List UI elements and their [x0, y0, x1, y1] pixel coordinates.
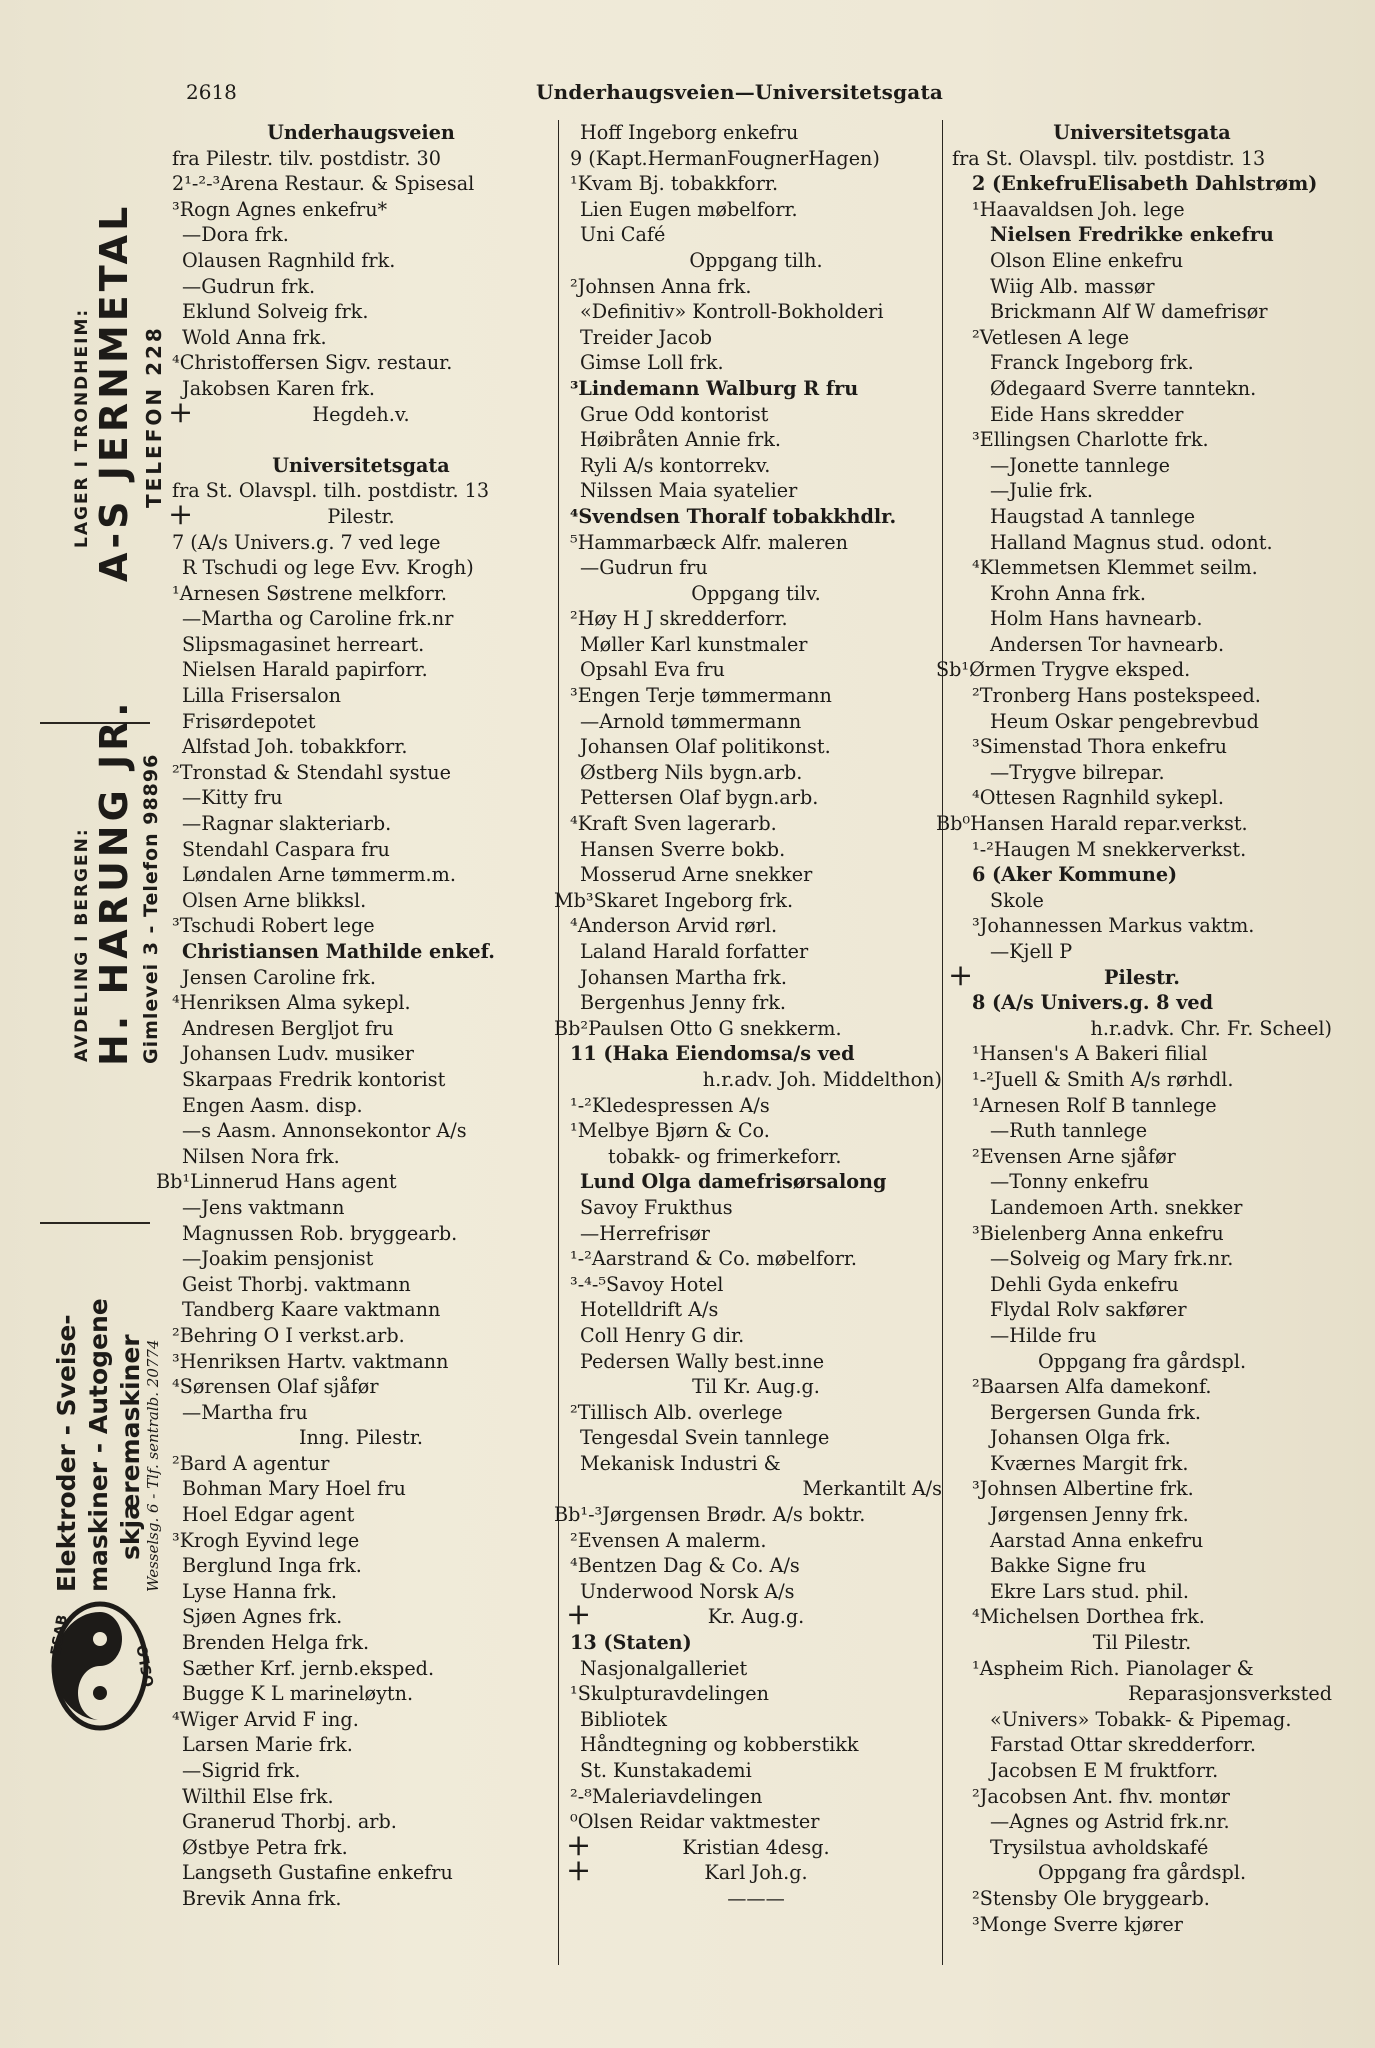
- directory-line: Stendahl Caspara fru: [182, 837, 390, 861]
- directory-line: ²Høy H J skredderforr.: [570, 607, 788, 631]
- directory-line: Andresen Bergljot fru: [182, 1016, 394, 1040]
- directory-line: ¹Hansen's A Bakeri filial: [972, 1042, 1208, 1066]
- directory-line: Håndtegning og kobberstikk: [580, 1733, 859, 1757]
- directory-line: Lien Eugen møbelforr.: [580, 197, 798, 221]
- directory-line: ³-⁴-⁵Savoy Hotel: [570, 1272, 724, 1296]
- directory-line: fra Pilestr. tilv. postdistr. 30: [172, 146, 441, 170]
- directory-line: Bb²Paulsen Otto G snekkerm.: [554, 1016, 842, 1040]
- directory-line: ⁰Olsen Reidar vaktmester: [570, 1810, 820, 1834]
- directory-line: Merkantilt A/s: [802, 1477, 942, 1501]
- ad-harung-address: Gimlevei 3 - Telefon 98896: [140, 753, 162, 1064]
- directory-line: ⁴Ottesen Ragnhild sykepl.: [972, 786, 1225, 810]
- directory-line: ¹-²Haugen M snekkerverkst.: [972, 837, 1247, 861]
- column-left: [156, 120, 550, 1912]
- directory-line: Bugge K L marineløytn.: [182, 1682, 414, 1706]
- directory-line: ⁴Michelsen Dorthea frk.: [972, 1605, 1205, 1629]
- directory-line: ³Monge Sverre kjører: [972, 1912, 1183, 1936]
- directory-line: Inng. Pilestr.: [298, 1426, 424, 1450]
- cross-street-name: Karl Joh.g.: [704, 1861, 808, 1885]
- directory-line: Krohn Anna frk.: [990, 581, 1146, 605]
- directory-line: Granerud Thorbj. arb.: [182, 1810, 397, 1834]
- cross-street-line: [566, 1853, 942, 1889]
- directory-line: Andersen Tor havnearb.: [990, 632, 1225, 656]
- directory-line: Bb¹-³Jørgensen Brødr. A/s boktr.: [554, 1503, 866, 1527]
- directory-line: Mb³Skaret Ingeborg frk.: [554, 888, 794, 912]
- directory-line: Dehli Gyda enkefru: [990, 1272, 1179, 1296]
- column-middle: [554, 120, 942, 1912]
- ad-esab-line2: maskiner - Autogene: [84, 1298, 113, 1592]
- directory-line: Haugstad A tannlege: [990, 504, 1196, 528]
- ad-esab-address: Wesselsg. 6 - Tlf. sentralb. 20774: [144, 1339, 162, 1592]
- directory-line: Nielsen Harald papirforr.: [182, 658, 428, 682]
- directory-line: Magnussen Rob. bryggearb.: [182, 1221, 458, 1245]
- cross-street-name: Kristian 4desg.: [682, 1835, 830, 1859]
- cross-street-line: [168, 394, 550, 430]
- directory-line: Pettersen Olaf bygn.arb.: [580, 786, 819, 810]
- directory-line: Oppgang tilv.: [691, 581, 821, 605]
- street-heading: Underhaugsveien: [267, 121, 455, 144]
- directory-line: —Sigrid frk.: [182, 1759, 301, 1782]
- directory-line: Johansen Olga frk.: [990, 1426, 1171, 1450]
- directory-line: Slipsmagasinet herreart.: [182, 632, 425, 656]
- directory-line: Hoel Edgar agent: [182, 1503, 355, 1527]
- directory-line: ¹-²Juell & Smith A/s rørhdl.: [972, 1067, 1234, 1091]
- directory-line: —Agnes og Astrid frk.nr.: [990, 1810, 1230, 1834]
- directory-line: Flydal Rolv sakfører: [990, 1298, 1187, 1322]
- directory-line: —s Aasm. Annonsekontor A/s: [182, 1119, 467, 1143]
- directory-line: ³Simenstad Thora enkefru: [972, 735, 1228, 759]
- directory-line: —Herrefrisør: [580, 1221, 710, 1245]
- directory-line: Nasjonalgalleriet: [580, 1656, 748, 1680]
- directory-line: Farstad Ottar skredderforr.: [990, 1733, 1256, 1757]
- directory-line: —Julie frk.: [990, 479, 1093, 503]
- directory-line: tobakk- og frimerkeforr.: [608, 1144, 842, 1168]
- directory-line: Østbye Petra frk.: [182, 1835, 348, 1859]
- directory-line: R Tschudi og lege Evv. Krogh): [182, 556, 474, 580]
- directory-line: Sæther Krf. jernb.eksped.: [182, 1656, 435, 1680]
- directory-line: Landemoen Arth. snekker: [990, 1195, 1243, 1219]
- ad-divider: [40, 1222, 150, 1224]
- directory-line: 6 (Aker Kommune): [972, 863, 1178, 887]
- directory-line: 7 (A/s Univers.g. 7 ved lege: [172, 530, 441, 554]
- directory-line: Gimse Loll frk.: [580, 351, 724, 375]
- directory-line: Olson Eline enkefru: [990, 248, 1184, 272]
- directory-line: Mosserud Arne snekker: [580, 863, 813, 887]
- directory-line: Ekre Lars stud. phil.: [990, 1579, 1189, 1603]
- directory-line: Mekanisk Industri &: [580, 1451, 781, 1475]
- ad-jernmetal-line1: LAGER I TRONDHEIM:: [72, 307, 92, 548]
- directory-line: Hoff Ingeborg enkefru: [580, 121, 799, 144]
- esab-logo-top: ESAB: [48, 1613, 71, 1657]
- cross-street-marker: +: [168, 394, 194, 430]
- directory-line: ³Bielenberg Anna enkefru: [972, 1221, 1224, 1245]
- cross-street-marker: +: [948, 957, 974, 993]
- directory-line: ³Ellingsen Charlotte frk.: [972, 428, 1209, 452]
- directory-line: 9 (Kapt.HermanFougnerHagen): [570, 146, 880, 170]
- directory-line: ²Stensby Ole bryggearb.: [972, 1886, 1210, 1910]
- directory-line: ²Jacobsen Ant. fhv. montør: [972, 1784, 1230, 1808]
- directory-line: ¹Aspheim Rich. Pianolager &: [972, 1656, 1254, 1680]
- directory-line: —Kitty fru: [182, 786, 283, 810]
- directory-line: Holm Hans havnearb.: [990, 607, 1203, 631]
- directory-line: —Arnold tømmermann: [580, 709, 802, 733]
- directory-line: Bibliotek: [580, 1707, 668, 1731]
- directory-line: Til Pilestr.: [1092, 1631, 1192, 1655]
- directory-line: —Solveig og Mary frk.nr.: [990, 1247, 1234, 1271]
- directory-line: Aarstad Anna enkefru: [990, 1528, 1204, 1552]
- directory-line: 13 (Staten): [570, 1631, 692, 1655]
- directory-line: Johansen Ludv. musiker: [182, 1042, 414, 1066]
- directory-line: Lilla Frisersalon: [182, 684, 342, 708]
- ad-harung-line1: AVDELING I BERGEN:: [72, 827, 92, 1062]
- directory-line: Skole: [990, 888, 1044, 912]
- directory-line: Christiansen Mathilde enkef.: [182, 940, 495, 963]
- directory-line: ⁴Bentzen Dag & Co. A/s: [570, 1554, 800, 1578]
- directory-line: ¹Haavaldsen Joh. lege: [972, 197, 1185, 221]
- directory-line: Olsen Arne blikksl.: [182, 888, 367, 912]
- directory-line: Hansen Sverre bokb.: [580, 837, 786, 861]
- directory-line: Ryli A/s kontorrekv.: [580, 453, 771, 477]
- directory-line: —Trygve bilrepar.: [990, 760, 1165, 784]
- directory-line: «Definitiv» Kontroll-Bokholderi: [580, 300, 884, 324]
- cross-street-name: Hegdeh.v.: [312, 402, 410, 426]
- column-divider: [558, 120, 559, 1965]
- directory-line: ¹Kvam Bj. tobakkforr.: [570, 172, 779, 196]
- directory-line: —Jonette tannlege: [990, 453, 1171, 477]
- directory-line: Larsen Marie frk.: [182, 1733, 353, 1757]
- directory-line: —Gudrun frk.: [182, 274, 316, 298]
- directory-line: Johansen Martha frk.: [580, 965, 787, 989]
- directory-line: ²Tronstad & Stendahl systue: [172, 760, 451, 784]
- directory-line: Trysilstua avholdskafé: [990, 1835, 1209, 1859]
- directory-line: ⁴Henriksen Alma sykepl.: [172, 991, 411, 1015]
- directory-line: Bohman Mary Hoel fru: [182, 1477, 406, 1501]
- directory-line: Østberg Nils bygn.arb.: [580, 760, 803, 784]
- directory-line: Geist Thorbj. vaktmann: [182, 1272, 411, 1296]
- directory-line: Brickmann Alf W damefrisør: [990, 300, 1268, 324]
- directory-line: Coll Henry G dir.: [580, 1323, 745, 1347]
- directory-line: Johansen Olaf politikonst.: [580, 735, 831, 759]
- directory-line: ³Johnsen Albertine frk.: [972, 1477, 1194, 1501]
- directory-line: Treider Jacob: [580, 325, 713, 349]
- directory-line: ²Tillisch Alb. overlege: [570, 1400, 783, 1424]
- directory-line: ³Krogh Eyvind lege: [172, 1528, 360, 1552]
- directory-line: Savoy Frukthus: [580, 1195, 733, 1219]
- directory-line: Grue Odd kontorist: [580, 402, 769, 426]
- cross-street-marker: +: [566, 1853, 592, 1889]
- directory-line: Brevik Anna frk.: [182, 1886, 342, 1910]
- directory-line: Pedersen Wally best.inne: [580, 1349, 825, 1373]
- cross-street-name: Kr. Aug.g.: [707, 1605, 805, 1629]
- directory-line: Sb¹Ørmen Trygve eksped.: [936, 658, 1191, 682]
- directory-line: Oppgang tilh.: [689, 248, 823, 272]
- directory-line: ²Baarsen Alfa damekonf.: [972, 1375, 1212, 1399]
- cross-street-marker: +: [566, 1597, 592, 1633]
- directory-line: Eklund Solveig frk.: [182, 300, 369, 324]
- directory-line: ³Rogn Agnes enkefru*: [172, 197, 388, 221]
- directory-line: Jakobsen Karen frk.: [182, 376, 376, 400]
- directory-line: Oppgang fra gårdspl.: [1037, 1861, 1247, 1885]
- directory-line: Eide Hans skredder: [990, 402, 1184, 426]
- directory-line: ²-⁸Maleriavdelingen: [570, 1784, 763, 1808]
- directory-line: —Martha og Caroline frk.nr: [182, 607, 454, 631]
- directory-line: —Jens vaktmann: [182, 1195, 345, 1219]
- directory-line: Frisørdepotet: [182, 709, 316, 733]
- directory-line: 2 (EnkefruElisabeth Dahlstrøm): [972, 172, 1318, 196]
- directory-line: Nilssen Maia syatelier: [580, 479, 798, 503]
- directory-line: fra St. Olavspl. tilh. postdistr. 13: [172, 479, 490, 503]
- directory-line: Løndalen Arne tømmerm.m.: [182, 863, 456, 887]
- directory-line: ²Bard A agentur: [172, 1451, 330, 1475]
- directory-line: Langseth Gustafine enkefru: [182, 1861, 453, 1885]
- street-heading: Universitetsgata: [272, 453, 450, 477]
- directory-line: Alfstad Joh. tobakkforr.: [182, 735, 408, 759]
- ad-esab-line1: Elektroder - Sveise-: [52, 1314, 81, 1592]
- ad-jernmetal-phone: TELEFON 228: [142, 325, 166, 508]
- column-divider: [942, 120, 943, 1965]
- directory-line: ²Evensen Arne sjåfør: [972, 1144, 1176, 1168]
- directory-line: 2¹-²-³Arena Restaur. & Spisesal: [172, 172, 475, 196]
- directory-line: ⁴Sørensen Olaf sjåfør: [172, 1375, 379, 1399]
- directory-line: Ødegaard Sverre tanntekn.: [990, 376, 1257, 400]
- directory-line: h.r.advk. Chr. Fr. Scheel): [1090, 1016, 1332, 1040]
- directory-line: 8 (A/s Univers.g. 8 ved: [972, 991, 1213, 1015]
- directory-line: ¹-²Aarstrand & Co. møbelforr.: [570, 1247, 858, 1271]
- directory-line: ⁴Svendsen Thoralf tobakkhdlr.: [570, 504, 897, 528]
- directory-line: Reparasjonsverksted: [1128, 1682, 1332, 1706]
- directory-line: ³Lindemann Walburg R fru: [570, 376, 859, 400]
- directory-line: Berglund Inga frk.: [182, 1554, 362, 1578]
- directory-line: Jensen Caroline frk.: [182, 965, 376, 989]
- directory-line: ¹Arnesen Søstrene melkforr.: [172, 581, 447, 605]
- directory-line: Nielsen Fredrikke enkefru: [990, 223, 1274, 247]
- directory-line: Engen Aasm. disp.: [182, 1093, 363, 1117]
- cross-street-line: [948, 957, 1332, 993]
- esab-logo-bottom: OSLO: [134, 1643, 158, 1688]
- directory-line: ²Johnsen Anna frk.: [570, 274, 752, 298]
- directory-line: Hotelldrift A/s: [580, 1298, 719, 1322]
- directory-line: —Ragnar slakteriarb.: [182, 812, 392, 836]
- directory-line: ²Vetlesen A lege: [972, 325, 1130, 349]
- directory-line: ⁴Anderson Arvid rørl.: [570, 914, 778, 938]
- cross-street-line: [566, 1597, 942, 1633]
- directory-line: Halland Magnus stud. odont.: [990, 530, 1273, 554]
- cross-street-line: [566, 1827, 942, 1863]
- directory-line: —Ruth tannlege: [990, 1119, 1148, 1143]
- cross-street-line: [168, 496, 550, 532]
- directory-line: Franck Ingeborg frk.: [990, 351, 1194, 375]
- street-heading: Universitetsgata: [1053, 121, 1231, 144]
- ad-harung-name: H. HARUNG JR.: [92, 698, 136, 1066]
- directory-line: ¹Arnesen Rolf B tannlege: [972, 1093, 1217, 1117]
- directory-line: St. Kunstakademi: [580, 1759, 752, 1782]
- directory-line: —Gudrun fru: [580, 556, 708, 580]
- column-right: [936, 120, 1332, 1937]
- directory-line: —Dora frk.: [182, 223, 289, 247]
- running-header: Underhaugsveien—Universitetsgata: [536, 80, 944, 104]
- directory-line: Bb⁰Hansen Harald repar.verkst.: [936, 812, 1248, 836]
- directory-line: 11 (Haka Eiendomsa/s ved: [570, 1042, 855, 1066]
- directory-line: ¹-²Kledespressen A/s: [570, 1093, 770, 1117]
- directory-line: Bb¹Linnerud Hans agent: [156, 1170, 397, 1194]
- directory-line: h.r.adv. Joh. Middelthon): [702, 1067, 942, 1091]
- directory-line: ———: [727, 1886, 785, 1910]
- directory-line: Tandberg Kaare vaktmann: [182, 1298, 441, 1322]
- directory-line: ³Engen Terje tømmermann: [570, 684, 832, 708]
- directory-line: Lyse Hanna frk.: [182, 1579, 337, 1603]
- directory-line: Olausen Ragnhild frk.: [182, 248, 396, 272]
- directory-line: Bergersen Gunda frk.: [990, 1400, 1201, 1424]
- directory-line: ⁴Christoffersen Sigv. restaur.: [172, 351, 453, 375]
- directory-line: ³Tschudi Robert lege: [172, 914, 375, 938]
- directory-line: ⁴Kraft Sven lagerarb.: [570, 812, 777, 836]
- directory-line: ⁴Klemmetsen Klemmet seilm.: [972, 556, 1258, 580]
- directory-line: —Hilde fru: [990, 1323, 1097, 1347]
- directory-line: ⁵Hammarbæck Alfr. maleren: [570, 530, 849, 554]
- directory-line: Møller Karl kunstmaler: [580, 632, 808, 656]
- directory-line: Wold Anna frk.: [182, 325, 327, 349]
- directory-line: Kværnes Margit frk.: [990, 1451, 1189, 1475]
- directory-line: ¹Skulpturavdelingen: [570, 1682, 770, 1706]
- directory-line: Wilthil Else frk.: [182, 1784, 334, 1808]
- directory-line: fra St. Olavspl. tilv. postdistr. 13: [952, 146, 1266, 170]
- directory-line: —Kjell P: [990, 940, 1073, 963]
- directory-line: —Martha fru: [182, 1400, 308, 1424]
- directory-line: ²Tronberg Hans postekspeed.: [972, 684, 1261, 708]
- directory-line: Opsahl Eva fru: [580, 658, 725, 682]
- directory-line: Brenden Helga frk.: [182, 1631, 370, 1655]
- ad-jernmetal-name: A-S JERNMETAL: [92, 202, 136, 582]
- directory-line: ⁴Wiger Arvid F ing.: [172, 1707, 359, 1731]
- directory-line: Sjøen Agnes frk.: [182, 1605, 343, 1629]
- directory-line: ²Evensen A malerm.: [570, 1528, 767, 1552]
- directory-line: Underwood Norsk A/s: [580, 1579, 795, 1603]
- directory-line: Bergenhus Jenny frk.: [580, 991, 786, 1015]
- directory-line: Jacobsen E M fruktforr.: [990, 1759, 1219, 1782]
- directory-line: Bakke Signe fru: [990, 1554, 1147, 1578]
- cross-street-name: Pilestr.: [1104, 965, 1180, 989]
- page-number: 2618: [186, 80, 237, 104]
- directory-line: Uni Café: [580, 223, 666, 247]
- directory-line: —Tonny enkefru: [990, 1170, 1150, 1194]
- directory-line: «Univers» Tobakk- & Pipemag.: [990, 1707, 1292, 1731]
- cross-street-name: Pilestr.: [327, 504, 395, 528]
- directory-line: ³Johannessen Markus vaktm.: [972, 914, 1255, 938]
- directory-line: Jørgensen Jenny frk.: [990, 1503, 1189, 1527]
- directory-line: —Joakim pensjonist: [182, 1247, 374, 1271]
- directory-line: Lund Olga damefrisørsalong: [580, 1170, 887, 1194]
- cross-street-marker: +: [168, 496, 194, 532]
- directory-line: Laland Harald forfatter: [580, 940, 809, 963]
- directory-line: Høibråten Annie frk.: [580, 428, 782, 452]
- directory-line: Oppgang fra gårdspl.: [1037, 1349, 1247, 1373]
- ad-esab-line3: skjæremaskiner: [116, 1334, 145, 1560]
- directory-line: ²Behring O I verkst.arb.: [172, 1323, 405, 1347]
- directory-line: Wiig Alb. massør: [990, 274, 1155, 298]
- directory-line: ¹Melbye Bjørn & Co.: [570, 1119, 770, 1143]
- directory-line: Tengesdal Svein tannlege: [580, 1426, 830, 1450]
- directory-line: Til Kr. Aug.g.: [692, 1375, 820, 1399]
- directory-line: [172, 427, 550, 453]
- directory-line: Heum Oskar pengebrevbud: [990, 709, 1259, 733]
- cross-street-marker: +: [566, 1827, 592, 1863]
- directory-line: Nilsen Nora frk.: [182, 1144, 340, 1168]
- directory-line: Skarpaas Fredrik kontorist: [182, 1067, 446, 1091]
- directory-line: ³Henriksen Hartv. vaktmann: [172, 1349, 449, 1373]
